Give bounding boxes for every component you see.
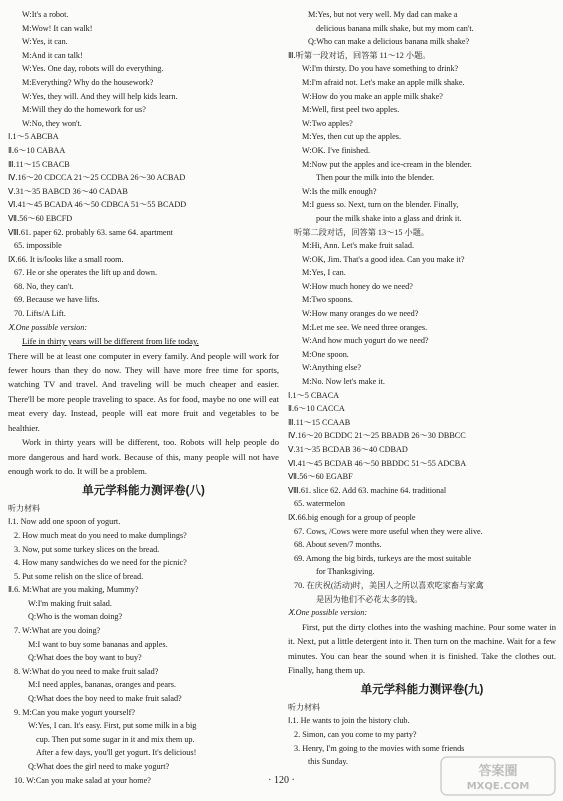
text-line: W:Two apples? [302,118,353,128]
text-line: W:I'm making fruit salad. [28,598,112,608]
text-line: W:OK, Jim. That's a good idea. Can you make it? [302,254,465,264]
left-version-label: Ⅹ.One possible version: [8,322,88,332]
text-line: M:Two spoons. [302,295,353,305]
text-line: Ⅴ.31～35 BCDAB 36～40 CDBAD [288,445,408,454]
text-line: for Thanksgiving. [316,567,375,577]
text-line: W:Is the milk enough? [302,186,377,196]
left-essay-paragraph-2: Work in thirty years will be different, too. Robots will help people do more dangerous and hard work. Because of this, many people will not have enough work to do. It will be a problem. [8,437,279,476]
text-line: 5. Put some relish on the slice of bread. [14,571,144,581]
right-version-label: Ⅹ.One possible version: [288,608,368,618]
text-line: 10. W:Can you make salad at your home? [14,775,151,785]
text-line: M:Will they do the homework for us? [22,105,146,115]
text-line: Ⅵ.41～45 BCDAB 46～50 BBDDC 51～55 ADCBA [288,458,467,468]
text-line: M:Wow! It can walk! [22,23,93,33]
text-line: Ⅷ.61. paper 62. probably 63. same 64. apartment [8,227,173,237]
text-line: W:Yes, they will. And they will help kids learn. [22,91,178,101]
text-line: Q:Who can make a delicious banana milk shake? [308,37,470,47]
text-line: W:How many oranges do we need? [302,309,419,319]
text-line: W:No, they won't. [22,118,82,128]
text-line: Ⅷ.61. slice 62. Add 63. machine 64. traditional [288,485,447,495]
text-line: Ⅲ.11～15 CBACB [8,159,70,169]
text-line: Ⅴ.31～35 BABCD 36～40 CADAB [8,186,128,196]
text-line: 3. Henry, I'm going to the movies with some friends [294,743,465,753]
text-line: M:I guess so. Next, turn on the blender. Finally, [302,200,459,210]
text-line: M:I need apples, bananas, oranges and pears. [28,680,177,690]
text-line: M:Now put the apples and ice-cream in the blender. [302,159,472,169]
section-title-8: 单元学科能力测评卷(八) [82,485,205,498]
text-line: After a few days, you'll get yogurt. It's delicious! [36,748,197,758]
text-line: Ⅱ.6～10 CACCA [288,404,345,414]
left-answer-lines [8,8,279,321]
text-line: 65. watermelon [294,499,345,509]
svg-text:答案圈: 答案圈 [478,764,518,779]
text-line: Ⅸ.66.big enough for a group of people [288,512,416,522]
left-column [8,8,279,787]
text-line: Ⅲ.听第一段对话，回答第 11～12 小题。 [288,50,431,60]
text-line: 2. How much meat do you need to make dumplings? [14,530,187,540]
text-line: Ⅸ.66. It is/looks like a small room. [8,254,124,264]
text-line: M:I want to buy some bananas and apples. [28,639,168,649]
text-line: Ⅰ.1. He wants to join the history club. [288,716,410,726]
right-column [288,8,556,769]
text-line: W:OK. I've finished. [302,145,371,155]
text-line: W:It's a robot. [22,10,69,19]
right-essay [288,620,556,678]
section-title-9: 单元学科能力测评卷(九) [360,684,484,697]
text-line: 70. Lifts/A Lift. [14,309,66,319]
text-line: Q:What does the boy want to buy? [28,653,142,663]
text-line: 8. W:What do you need to make fruit salad? [14,666,159,676]
text-line: 65. impossible [14,241,62,251]
text-line: M:Yes, then cut up the apples. [302,132,402,142]
text-line: 4. How many sandwiches do we need for the picnic? [14,558,187,568]
text-line: Ⅵ.41～45 BCADA 46～50 CDBCA 51～55 BCADD [8,200,187,210]
text-line: M:Let me see. We need three oranges. [302,322,428,332]
text-line: 9. M:Can you make yogurt yourself? [14,707,135,717]
text-line: 69. Because we have lifts. [14,295,100,305]
text-line: 7. W:What are you doing? [14,626,101,636]
right-essay-paragraph: First, put the dirty clothes into the washing machine. Pour some water in it. Next, put a little detergent into it. Then turn on the machine. Wait for a few minutes. You can hear the sound when it is finished. Take the clothes out. Finally, hang them up. [288,621,556,675]
text-line: M:Yes, but not very well. My dad can make a [308,10,458,19]
text-line: 67. He or she operates the lift up and down. [14,268,158,278]
text-line: Ⅰ.1. Now add one spoon of yogurt. [8,517,121,527]
text-line: M:I'm afraid not. Let's make an apple milk shake. [302,77,465,87]
text-line: Ⅲ.11～15 CCAAB [288,417,351,427]
right-answer-lines [288,8,556,606]
text-line: M:Everything? Why do the housework? [22,77,154,87]
text-line: 3. Now, put some turkey slices on the bread. [14,544,160,554]
left-essay-paragraph-1: There will be at least one computer in every family. And people will work for fewer hours than they do now. They will have more free time for sports, watching TV and travel. And traveling will be much cheaper and easier. There'll be more people traveling to space. As for food, maybe no one will eat meat every day. Instead, people will eat more fruit and vegetables to be healthier. [8,350,279,433]
text-line: W:Yes. One day, robots will do everything. [22,64,164,74]
text-line: Ⅶ.56～60 EGABF [288,472,353,482]
watermark-logo [439,755,557,797]
text-line: Q:What does the boy need to make fruit salad? [28,694,182,704]
text-line: Ⅳ.16～20 BCDDC 21～25 BBADB 26～30 DBBCC [288,431,466,441]
text-line: this Sunday. [308,757,348,767]
text-line: M:And it can talk! [22,50,83,60]
text-line: Q:Who is the woman doing? [28,612,123,622]
text-line: Ⅱ.6～10 CABAA [8,145,66,155]
text-line: 67. Cows, /Cows were more useful when they were alive. [294,526,483,536]
text-line: Then pour the milk into the blender. [316,173,435,183]
text-line: Ⅶ.56～60 EBCFD [8,213,73,223]
text-line: 69. Among the big birds, turkeys are the most suitable [294,553,472,563]
text-line: W:Yes, I can. It's easy. First, put some milk in a big [28,721,197,731]
text-line: W:Anything else? [302,363,362,373]
left-essay [8,334,279,478]
text-line: 68. About seven/7 months. [294,540,382,550]
text-line: W:How much honey do we need? [302,281,413,291]
text-line: W:And how much yogurt do we need? [302,336,429,346]
text-line: Ⅱ.6. M:What are you making, Mummy? [8,585,139,595]
text-line: M:Well, first peel two apples. [302,105,400,115]
text-line: cup. Then put some sugar in it and mix them up. [36,734,195,744]
text-line: pour the milk shake into a glass and drink it. [316,213,462,223]
text-line: Q:What does the girl need to make yogurt? [28,762,170,771]
text-line: M:One spoon. [302,349,349,359]
text-line: 68. No, they can't. [14,281,74,291]
text-line: Ⅰ.1～5 CBACA [288,390,340,400]
text-line: 70. 在庆祝(活动)时，美国人之所以喜欢吃家畜与家禽 [294,580,484,590]
text-line: W:Yes, it can. [22,37,68,47]
page-number: · 120 · [268,775,295,786]
text-line: 是因为他们不必花太多的钱。 [316,594,423,604]
right-listening-heading: 听力材料 [288,703,320,713]
left-listening-lines [8,515,279,787]
text-line: 2. Simon, can you come to my party? [294,729,417,739]
text-line: Ⅰ.1～5 ABCBA [8,132,59,142]
text-line: Ⅳ.16～20 CDCCA 21～25 CCDBA 26～30 ACBAD [8,173,186,183]
text-line: M:No. Now let's make it. [302,377,385,387]
left-listening-heading: 听力材料 [8,504,40,514]
svg-text:MXQE.COM: MXQE.COM [466,781,530,792]
text-line: M:Hi, Ann. Let's make fruit salad. [302,241,414,251]
text-line: 听第二段对话，回答第 13～15 小题。 [294,227,430,237]
text-line: delicious banana milk shake, but my mom can't. [316,23,474,33]
text-line: W:How do you make an apple milk shake? [302,91,443,101]
left-essay-title: Life in thirty years will be different from life today. [22,336,199,347]
text-line: W:I'm thirsty. Do you have something to drink? [302,64,459,74]
text-line: M:Yes, I can. [302,268,346,278]
